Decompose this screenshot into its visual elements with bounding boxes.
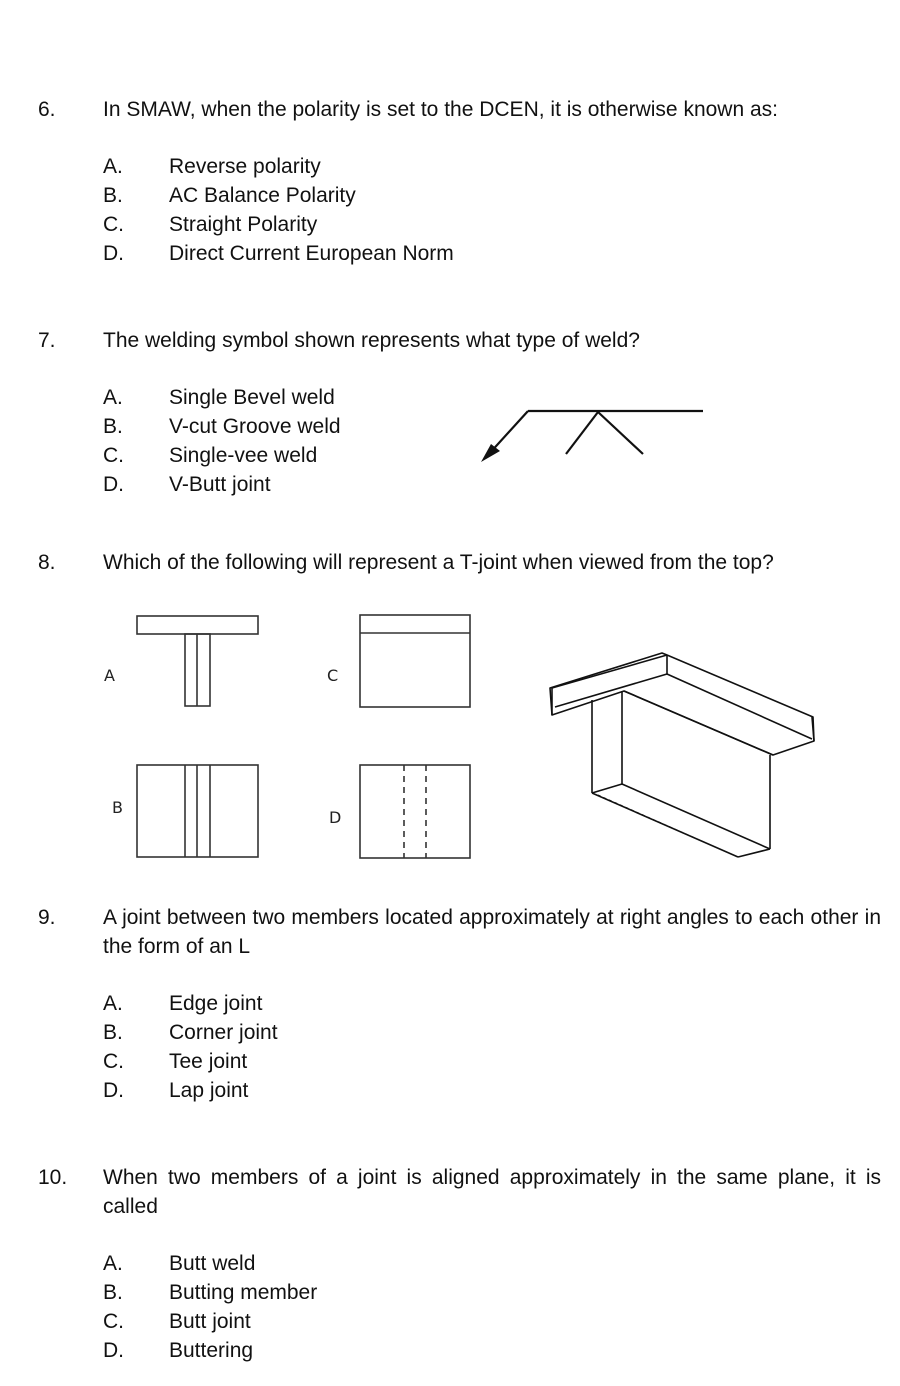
option-text: Corner joint — [169, 1021, 278, 1044]
v-groove-weld-symbol-icon — [470, 395, 720, 470]
figure-d-plates — [360, 765, 470, 858]
question-number: 6. — [38, 98, 56, 121]
figure-label-d: D — [329, 808, 342, 827]
option-text: Lap joint — [169, 1079, 249, 1102]
question-number: 9. — [38, 906, 56, 929]
option-letter: B. — [103, 1021, 123, 1044]
option-text: V-cut Groove weld — [169, 415, 341, 438]
option-text: Butting member — [169, 1281, 318, 1304]
option-letter: B. — [103, 1281, 123, 1304]
option-text: Buttering — [169, 1339, 254, 1362]
question-number: 8. — [38, 551, 56, 574]
figure-label-c: C — [327, 666, 339, 685]
option-letter: A. — [103, 992, 123, 1015]
option-letter: C. — [103, 444, 124, 467]
option-letter: B. — [103, 415, 123, 438]
question-text: In SMAW, when the polarity is set to the DCEN, it is otherwise known as: — [103, 98, 778, 121]
figure-b-plates — [137, 765, 258, 857]
option-text: AC Balance Polarity — [169, 184, 356, 207]
option-text: Reverse polarity — [169, 155, 321, 178]
question-text: The welding symbol shown represents what type of weld? — [103, 329, 640, 352]
option-text: Butt weld — [169, 1252, 256, 1275]
option-letter: B. — [103, 184, 123, 207]
option-text: Single-vee weld — [169, 444, 318, 467]
figure-label-b: B — [112, 798, 123, 817]
option-letter: C. — [103, 1050, 124, 1073]
option-letter: C. — [103, 213, 124, 236]
figure-label-a: A — [104, 666, 115, 685]
option-letter: D. — [103, 1339, 124, 1362]
option-letter: D. — [103, 242, 124, 265]
option-letter: A. — [103, 155, 123, 178]
question-number: 7. — [38, 329, 56, 352]
question-number: 10. — [38, 1166, 68, 1189]
question-text: Which of the following will represent a T-joint when viewed from the top? — [103, 551, 774, 574]
figure-c-plates — [360, 615, 470, 707]
joint-options-figure — [95, 605, 485, 870]
option-letter: D. — [103, 1079, 124, 1102]
option-letter: A. — [103, 386, 123, 409]
option-text: Direct Current European Norm — [169, 242, 454, 265]
option-letter: A. — [103, 1252, 123, 1275]
option-text: Straight Polarity — [169, 213, 318, 236]
option-text: V-Butt joint — [169, 473, 271, 496]
option-letter: C. — [103, 1310, 124, 1333]
option-text: Butt joint — [169, 1310, 251, 1333]
option-text: Single Bevel weld — [169, 386, 335, 409]
option-text: Tee joint — [169, 1050, 248, 1073]
option-text: Edge joint — [169, 992, 263, 1015]
question-text: When two members of a joint is aligned approximately in the same plane, it is called — [103, 1166, 881, 1218]
figure-a-t-shape — [137, 616, 258, 706]
option-letter: D. — [103, 473, 124, 496]
question-text: A joint between two members located approximately at right angles to each other in the form of an L — [103, 906, 881, 958]
t-joint-isometric-icon — [540, 645, 825, 865]
